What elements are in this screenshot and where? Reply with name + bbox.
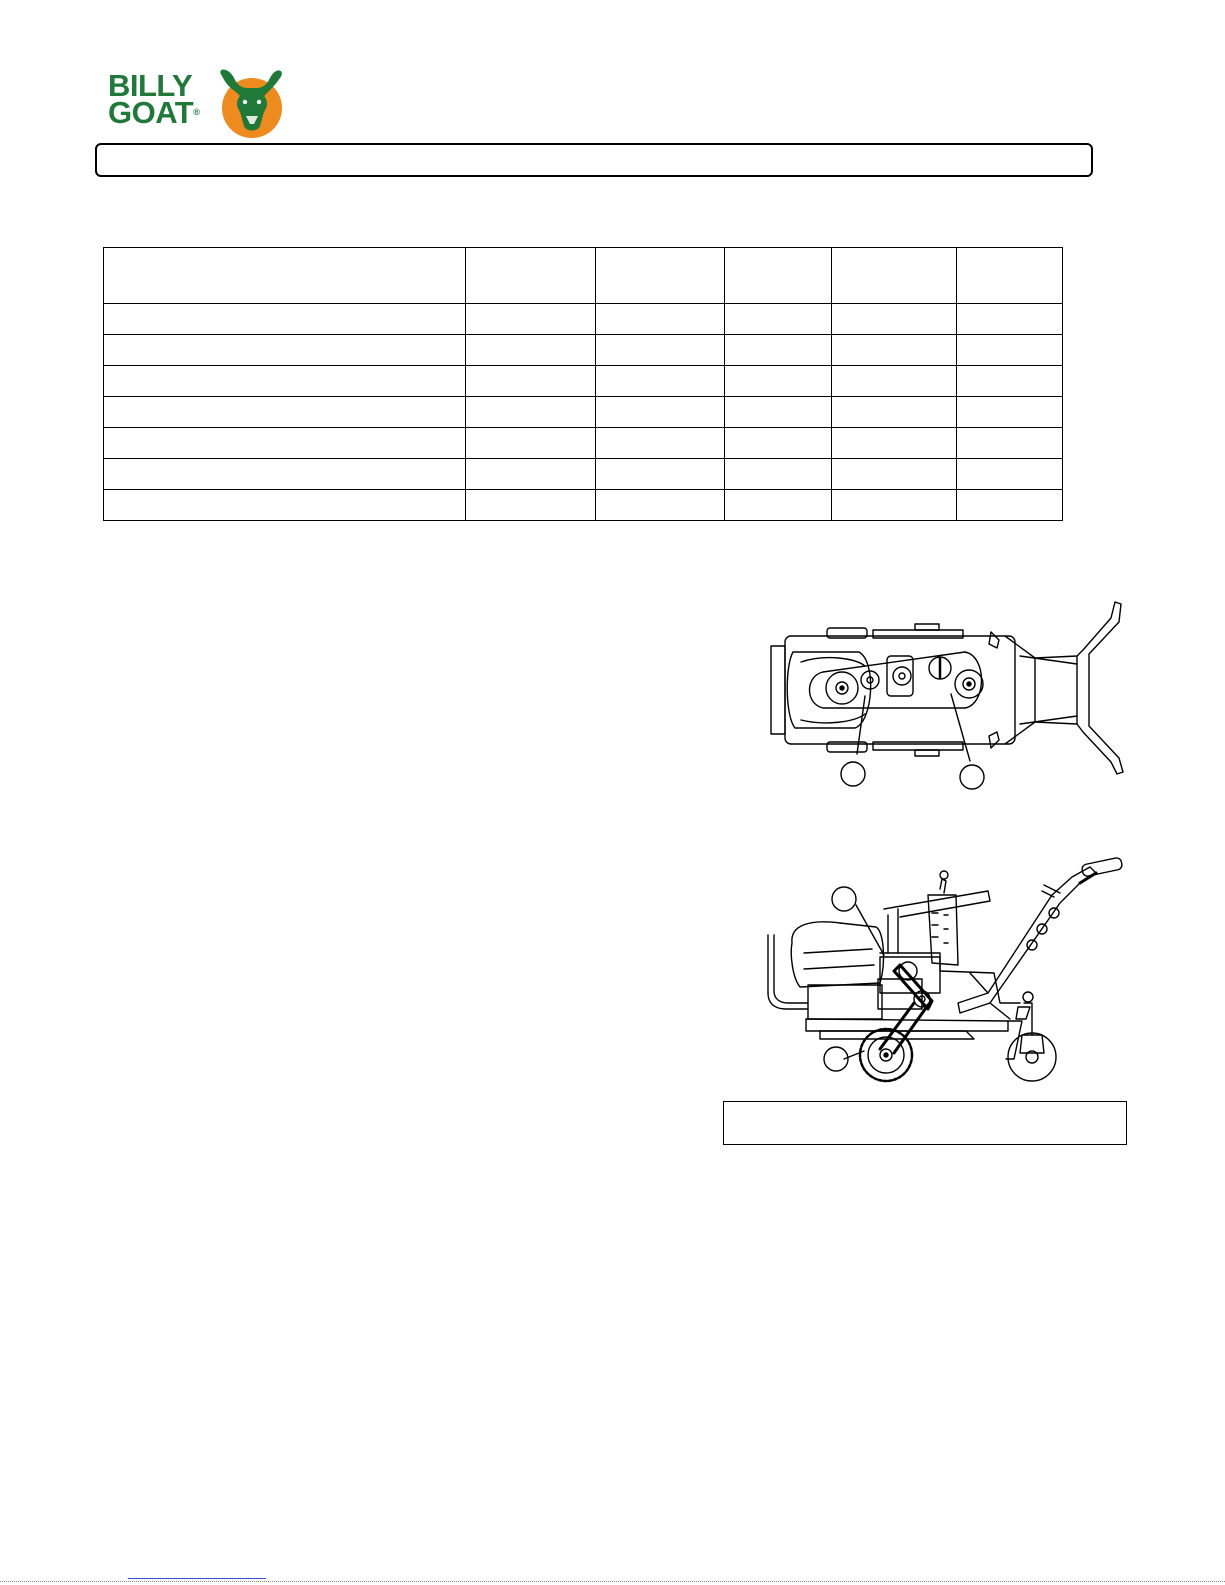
table-cell bbox=[957, 304, 1063, 335]
figure-caption-box bbox=[723, 1101, 1127, 1145]
table-cell bbox=[725, 335, 832, 366]
table-row bbox=[104, 304, 1063, 335]
spec-table bbox=[103, 247, 1063, 521]
table-cell bbox=[596, 335, 725, 366]
table-row bbox=[104, 397, 1063, 428]
table-row bbox=[104, 335, 1063, 366]
brand-wordmark bbox=[108, 68, 218, 130]
table-header-cell bbox=[832, 248, 957, 304]
table-header-cell bbox=[957, 248, 1063, 304]
table-cell bbox=[104, 490, 466, 521]
brand-line2: GOAT bbox=[108, 95, 194, 130]
registered-mark: ® bbox=[193, 107, 200, 117]
table-cell bbox=[104, 366, 466, 397]
top-view-drawing bbox=[765, 596, 1140, 796]
table-header-row bbox=[104, 248, 1063, 304]
table-cell bbox=[596, 428, 725, 459]
table-cell bbox=[466, 304, 596, 335]
table-row bbox=[104, 428, 1063, 459]
callout-circle bbox=[960, 765, 984, 789]
table-cell bbox=[466, 428, 596, 459]
table-cell bbox=[104, 428, 466, 459]
table-row bbox=[104, 366, 1063, 397]
table-cell bbox=[832, 397, 957, 428]
table-cell bbox=[832, 335, 957, 366]
table-header-cell bbox=[104, 248, 466, 304]
table-header-cell bbox=[725, 248, 832, 304]
table-cell bbox=[104, 459, 466, 490]
table-cell bbox=[725, 459, 832, 490]
table-cell bbox=[832, 490, 957, 521]
table-cell bbox=[466, 459, 596, 490]
table-cell bbox=[957, 397, 1063, 428]
table-cell bbox=[957, 459, 1063, 490]
table-header-cell bbox=[466, 248, 596, 304]
table-cell bbox=[596, 397, 725, 428]
table-cell bbox=[725, 304, 832, 335]
side-view-drawing bbox=[760, 853, 1145, 1088]
goat-head-icon bbox=[214, 66, 286, 142]
section-title-bar bbox=[95, 143, 1093, 177]
table-cell bbox=[832, 459, 957, 490]
table-header-cell bbox=[596, 248, 725, 304]
table-cell bbox=[466, 335, 596, 366]
brand-logo bbox=[108, 66, 286, 142]
table-cell bbox=[957, 335, 1063, 366]
table-cell bbox=[832, 366, 957, 397]
table-cell bbox=[832, 304, 957, 335]
table-cell bbox=[957, 428, 1063, 459]
callout-circle bbox=[832, 887, 856, 911]
table-cell bbox=[104, 397, 466, 428]
footer-divider bbox=[0, 1581, 1225, 1582]
table-cell bbox=[466, 366, 596, 397]
table-cell bbox=[596, 366, 725, 397]
table-cell bbox=[725, 490, 832, 521]
table-cell bbox=[104, 304, 466, 335]
table-cell bbox=[957, 490, 1063, 521]
table-cell bbox=[725, 366, 832, 397]
table-cell bbox=[596, 304, 725, 335]
table-cell bbox=[596, 490, 725, 521]
table-cell bbox=[725, 397, 832, 428]
table-cell bbox=[957, 366, 1063, 397]
table-cell bbox=[466, 490, 596, 521]
table-cell bbox=[725, 428, 832, 459]
table-cell bbox=[832, 428, 957, 459]
table-cell bbox=[596, 459, 725, 490]
table-row bbox=[104, 459, 1063, 490]
table-cell bbox=[466, 397, 596, 428]
brand-line1: BILLY bbox=[108, 68, 193, 103]
table-row bbox=[104, 490, 1063, 521]
callout-circle bbox=[841, 762, 865, 786]
footer-link-underline bbox=[128, 1578, 266, 1579]
table-cell bbox=[104, 335, 466, 366]
